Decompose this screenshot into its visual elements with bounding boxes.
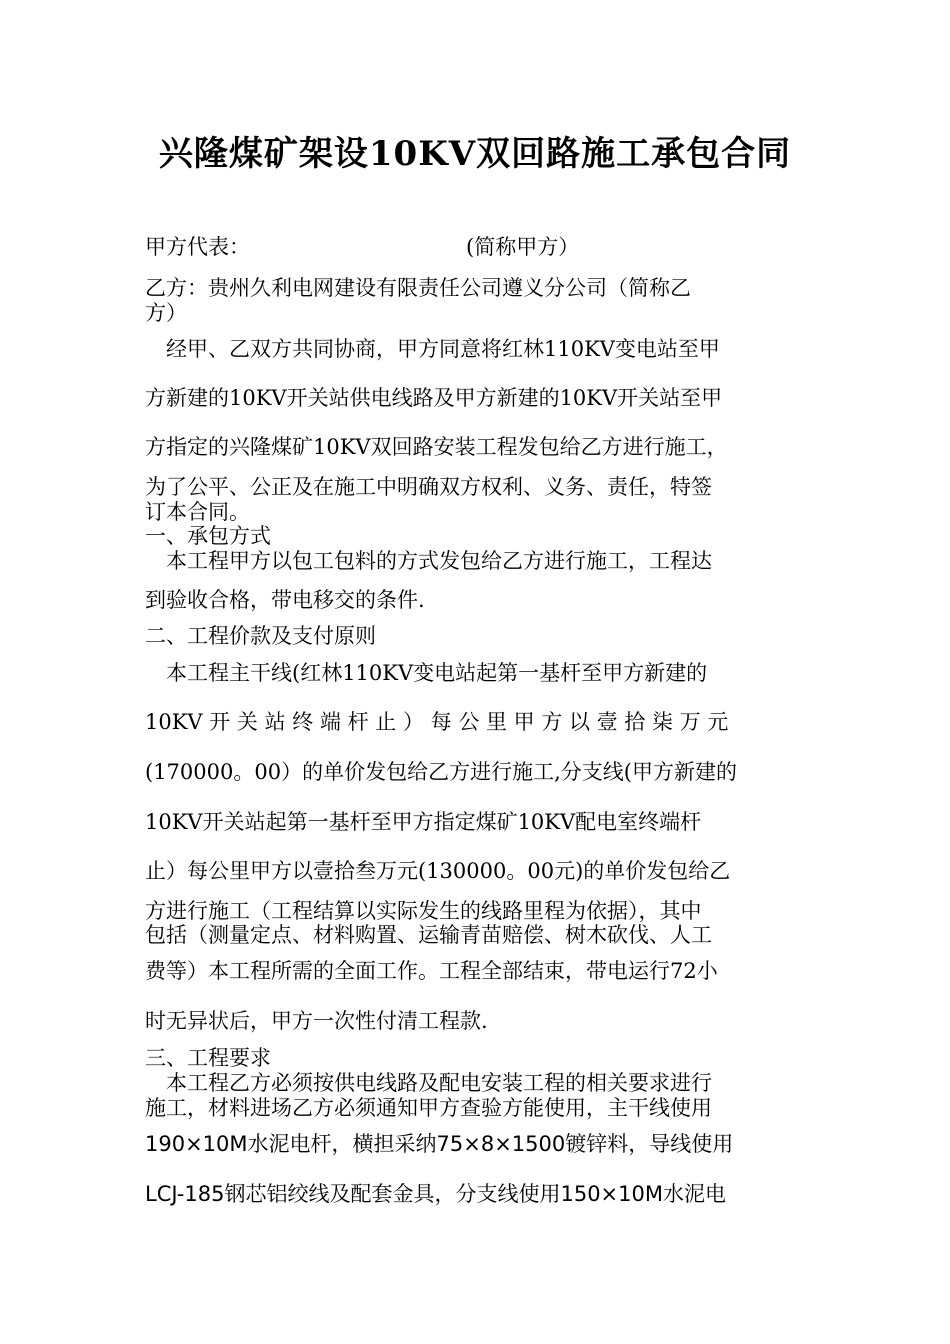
party-a-short: (简称甲方）	[466, 235, 580, 259]
document-title: 兴隆煤矿架设10KV双回路施工承包合同	[158, 134, 792, 174]
section-heading-2: 二、工程价款及支付原则	[145, 624, 376, 648]
section-2-line: 费等）本工程所需的全面工作。工程全部结束，带电运行72小	[145, 959, 718, 983]
party-b-line: 乙方：贵州久利电网建设有限责任公司遵义分公司（简称乙	[145, 276, 691, 300]
preamble-line: 方指定的兴隆煤矿10KV双回路安装工程发包给乙方进行施工，	[145, 435, 728, 459]
section-3-line: LCJ-185钢芯铝绞线及配套金具，分支线使用150×10M水泥电	[145, 1182, 726, 1206]
section-2-line: 本工程主干线(红林110KV变电站起第一基杆至甲方新建的	[145, 661, 708, 685]
preamble-line: 经甲、乙双方共同协商，甲方同意将红林110KV变电站至甲	[145, 337, 720, 361]
preamble-line: 订本合同。	[145, 500, 250, 524]
section-2-line: (170000。00）的单价发包给乙方进行施工,分支线(甲方新建的	[145, 760, 737, 784]
section-2-line: 10KV开关站起第一基杆至甲方指定煤矿10KV配电室终端杆	[145, 810, 702, 834]
party-a-line	[145, 234, 580, 260]
preamble-line: 方新建的10KV开关站供电线路及甲方新建的10KV开关站至甲	[145, 386, 723, 410]
section-3-line: 施工，材料进场乙方必须通知甲方查验方能使用，主干线使用	[145, 1096, 712, 1120]
section-2-line: 10KV 开 关 站 终 端 杆 止 ） 每 公 里 甲 方 以 壹 拾 柒 万 元	[145, 710, 729, 734]
party-b-line-cont: 方）	[145, 301, 187, 325]
section-2-line: 包括（测量定点、材料购置、运输青苗赔偿、树木砍伐、人工	[145, 923, 712, 947]
preamble-line: 为了公平、公正及在施工中明确双方权利、义务、责任，特签	[145, 475, 712, 499]
section-2-line: 时无异状后，甲方一次性付清工程款.	[145, 1009, 488, 1033]
party-a-label: 甲方代表：	[145, 235, 250, 259]
section-heading-3: 三、工程要求	[145, 1046, 271, 1070]
section-heading-1: 一、承包方式	[145, 524, 271, 548]
section-1-line: 本工程甲方以包工包料的方式发包给乙方进行施工，工程达	[145, 549, 712, 573]
section-2-line: 方进行施工（工程结算以实际发生的线路里程为依据），其中	[145, 899, 702, 923]
section-3-line: 190×10M水泥电杆，横担采纳75×8×1500镀锌料，导线使用	[145, 1132, 734, 1156]
section-2-line: 止）每公里甲方以壹拾叁万元(130000。00元)的单价发包给乙	[145, 859, 731, 883]
section-3-line: 本工程乙方必须按供电线路及配电安装工程的相关要求进行	[145, 1071, 712, 1095]
section-1-line: 到验收合格，带电移交的条件.	[145, 588, 425, 612]
